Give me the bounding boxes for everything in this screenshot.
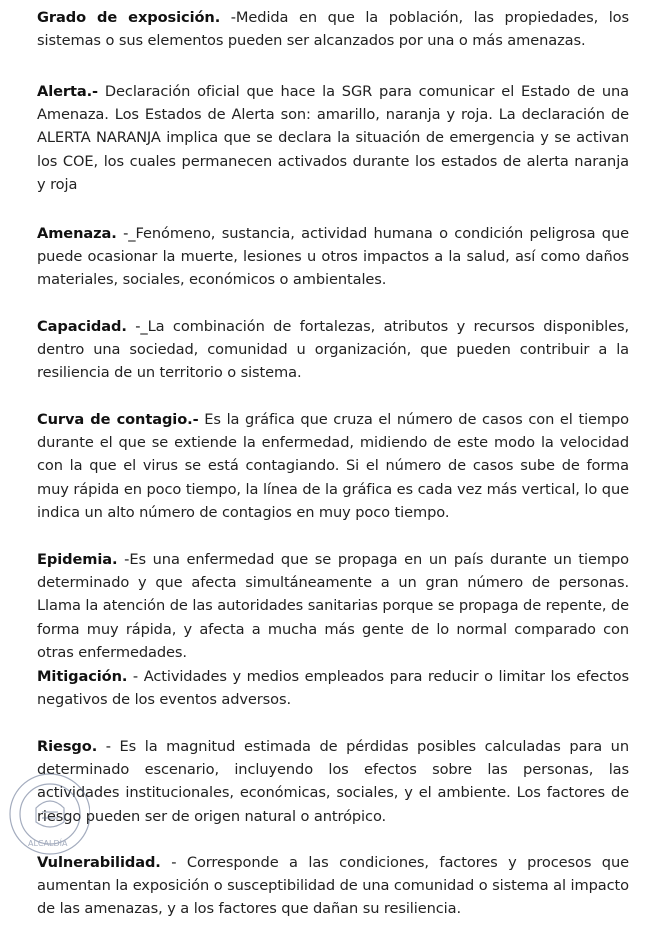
entry-term: Mitigación. [37, 668, 128, 685]
entry-separator: -_ [126, 318, 148, 335]
entry-term: Grado de exposición. [37, 9, 221, 26]
glossary-entry-curva-de-contagio [37, 408, 629, 524]
entry-separator: - [160, 854, 187, 871]
glossary-entry-amenaza [37, 222, 629, 292]
entry-separator: - [220, 9, 236, 26]
entry-term: Riesgo. [37, 738, 98, 755]
entry-separator: - [97, 738, 120, 755]
entry-term: Alerta.- [37, 83, 99, 100]
stamp-text: ALCALDÍA [28, 839, 68, 848]
glossary-entry-alerta [37, 80, 629, 196]
entry-separator: - [127, 668, 144, 685]
entry-definition: Declaración oficial que hace la SGR para comunicar el Estado de una Amenaza. Los Estados de Alerta son: amarillo, naranja y roja. La declaración de ALERTA NARANJA implica que se declara la situación de emergencia y se activan los COE, los cuales permanecen activados durante los estados de alerta naranja y roja [37, 83, 629, 193]
entry-term: Vulnerabilidad. [37, 854, 161, 871]
entry-separator: - [117, 551, 130, 568]
entry-definition: Fenómeno, sustancia, actividad humana o condición peligrosa que puede ocasionar la muerte, lesiones u otros impactos a la salud, así como daños materiales, sociales, económicos o ambientales. [37, 225, 629, 289]
entry-definition: Es la gráfica que cruza el número de casos con el tiempo durante el que se extiende la enfermedad, midiendo de este modo la velocidad con la que el virus se está contagiando. Si el número de casos sube de forma muy rápida en poco tiempo, la línea de la gráfica es cada vez más vertical, lo que indica un alto número de contagios en muy poco tiempo. [37, 411, 630, 521]
glossary-entry-grado-de-exposicion [37, 6, 629, 52]
glossary-entry-riesgo [37, 735, 629, 828]
glossary-entry-capacidad [37, 315, 629, 385]
entry-definition: Es la magnitud estimada de pérdidas posibles calculadas para un determinado escenario, incluyendo los efectos sobre las personas, las actividades institucionales, económicas, sociales, y el ambiente. Los factores de riesgo pueden ser de origen natural o antrópico. [37, 738, 629, 825]
entry-term: Curva de contagio.- [37, 411, 199, 428]
entry-definition: La combinación de fortalezas, atributos y recursos disponibles, dentro una sociedad, comunidad u organización, que pueden contribuir a la resiliencia de un territorio o sistema. [37, 318, 629, 382]
entry-separator [98, 83, 105, 100]
entry-term: Capacidad. [37, 318, 127, 335]
glossary-entry-epidemia [37, 548, 629, 664]
entry-definition: Es una enfermedad que se propaga en un país durante un tiempo determinado y que afecta simultáneamente a un gran número de personas. Llama la atención de las autoridades sanitarias porque se propaga de repente, de forma muy rápida, y afecta a mucha más gente de lo normal comparado con otras enfermedades. [37, 551, 629, 661]
entry-definition: Actividades y medios empleados para reducir o limitar los efectos negativos de los eventos adversos. [37, 668, 630, 709]
entry-term: Amenaza. [37, 225, 117, 242]
entry-definition: Medida en que la población, las propiedades, los sistemas o sus elementos pueden ser alcanzados por una o más amenazas. [37, 9, 629, 50]
glossary-entry-vulnerabilidad [37, 851, 629, 921]
official-seal-stamp-icon [6, 768, 90, 858]
entry-separator: -_ [116, 225, 136, 242]
entry-term: Epidemia. [37, 551, 118, 568]
glossary-entry-mitigacion [37, 665, 629, 711]
entry-definition: Corresponde a las condiciones, factores y procesos que aumentan la exposición o susceptibilidad de una comunidad o sistema al impacto de las amenazas, y a los factores que dañan su resiliencia. [37, 854, 629, 918]
